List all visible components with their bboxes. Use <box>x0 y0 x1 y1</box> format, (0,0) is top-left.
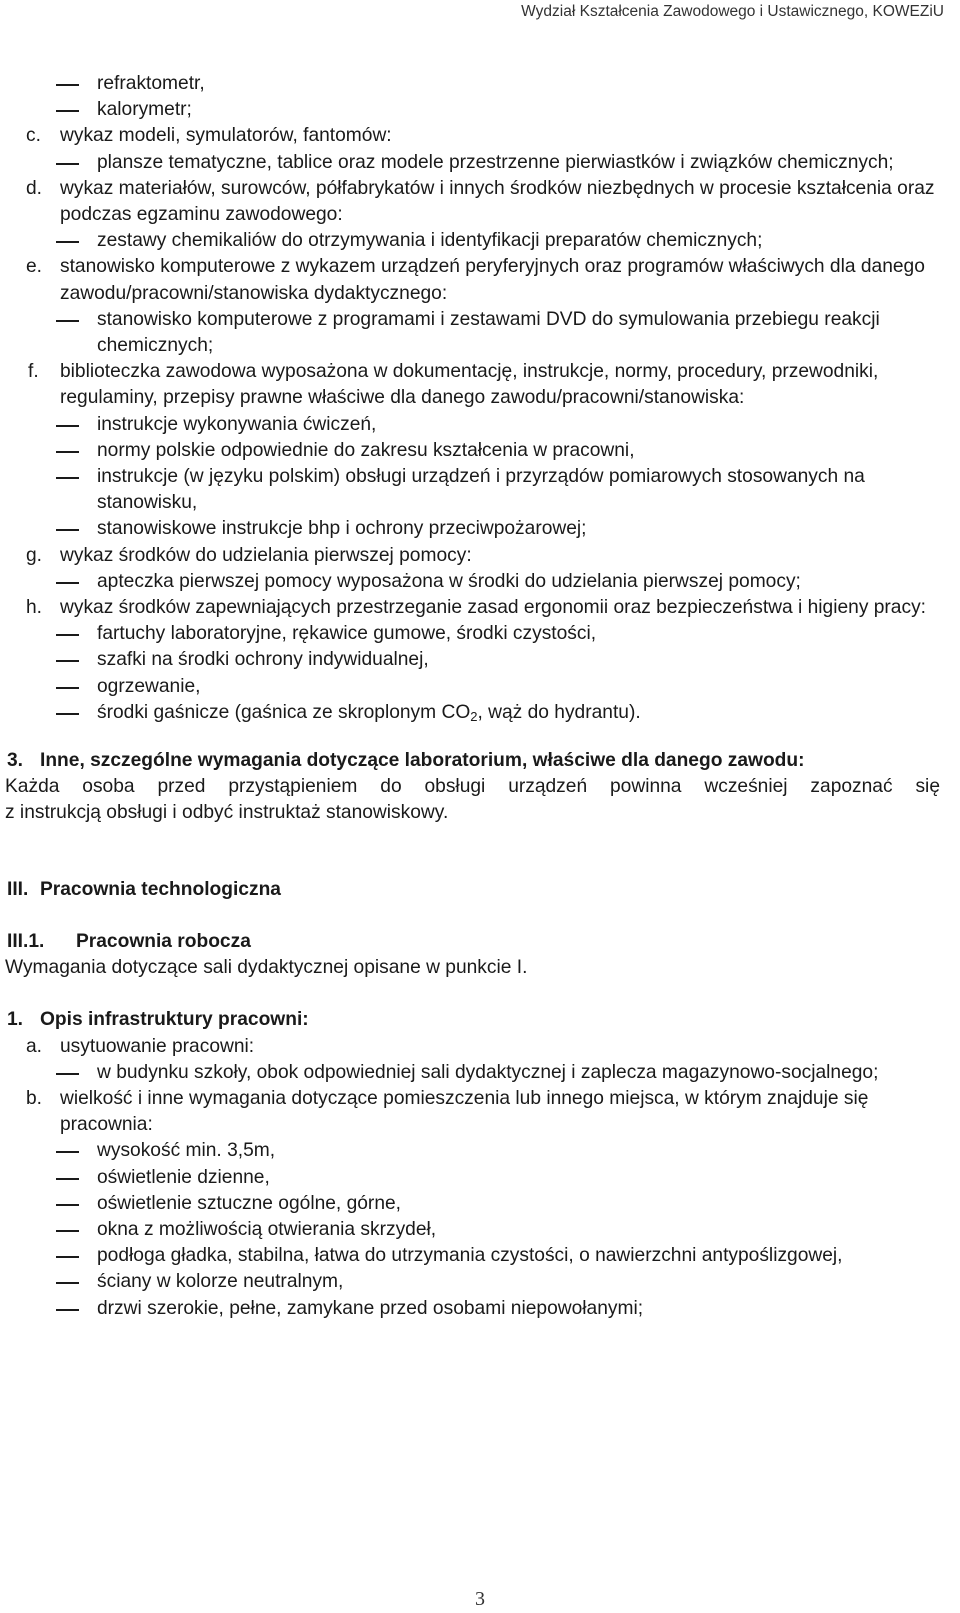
page-number: 3 <box>475 1588 485 1610</box>
list-item-text: instrukcje (w języku polskim) obsługi urządzeń i przyrządów pomiarowych stosowanych na stanowisku, <box>97 466 865 514</box>
section-heading-text: Inne, szczególne wymagania dotyczące laboratorium, właściwe dla danego zawodu: <box>40 750 805 772</box>
list-item <box>0 464 960 516</box>
list-item <box>0 621 960 647</box>
list-item-c <box>0 123 960 149</box>
dash-bullet <box>56 425 79 427</box>
list-item-text: wykaz środków do udzielania pierwszej pomocy: <box>60 544 472 566</box>
dash-bullet <box>56 1309 79 1311</box>
list-marker: g. <box>26 544 43 566</box>
dash-bullet <box>56 660 79 662</box>
list-item <box>0 1191 960 1217</box>
dash-bullet <box>56 529 79 531</box>
list-item-text: instrukcje wykonywania ćwiczeń, <box>97 413 377 435</box>
dash-bullet <box>56 1151 79 1153</box>
section-number: III. <box>7 878 29 900</box>
list-item <box>0 674 960 700</box>
list-item-text: ogrzewanie, <box>97 675 201 697</box>
list-item-text: wielkość i inne wymagania dotyczące pomieszczenia lub innego miejsca, w którym znajduje się pracownia: <box>60 1087 869 1136</box>
list-item-text: fartuchy laboratoryjne, rękawice gumowe, środki czystości, <box>97 623 597 645</box>
section-heading-text: Pracownia technologiczna <box>40 878 281 900</box>
text-before-subscript: środki gaśnicze (gaśnica ze skroplonym CO <box>97 701 471 723</box>
list-item <box>0 647 960 673</box>
list-item <box>0 569 960 595</box>
page-header: Wydział Kształcenia Zawodowego i Ustawicznego, KOWEZiU <box>521 3 944 20</box>
dash-bullet <box>56 1178 79 1180</box>
list-item <box>0 150 960 176</box>
dash-bullet <box>56 1204 79 1206</box>
dash-bullet <box>56 713 79 715</box>
list-item-text: oświetlenie sztuczne ogólne, górne, <box>97 1192 401 1214</box>
list-item-text: szafki na środki ochrony indywidualnej, <box>97 649 429 671</box>
list-item-d <box>0 176 960 228</box>
dash-bullet <box>56 241 79 243</box>
subscript: 2 <box>470 708 478 724</box>
section-heading-text: Opis infrastruktury pracowni: <box>40 1009 309 1031</box>
section-heading-III-1 <box>0 929 960 955</box>
list-marker: d. <box>26 177 43 199</box>
list-item-text: okna z możliwością otwierania skrzydeł, <box>97 1218 437 1240</box>
list-item-text: refraktometr, <box>97 73 205 94</box>
list-item-text: biblioteczka zawodowa wyposażona w dokumentację, instrukcje, normy, procedury, przewodniki, regulaminy, przepisy prawne właściwe dla danego zawodu/pracowni/stanowiska: <box>60 361 879 409</box>
list-item-h <box>0 595 960 621</box>
dash-bullet <box>56 84 79 86</box>
list-item-text: podłoga gładka, stabilna, łatwa do utrzymania czystości, o nawierzchni antypoślizgowej, <box>97 1245 843 1267</box>
list-item <box>0 1217 960 1243</box>
dash-bullet <box>56 477 79 479</box>
list-item-text: zestawy chemikaliów do otrzymywania i identyfikacji preparatów chemicznych; <box>97 230 763 252</box>
dash-bullet <box>56 687 79 689</box>
list-item-b <box>0 1086 960 1138</box>
list-item-text: apteczka pierwszej pomocy wyposażona w środki do udzielania pierwszej pomocy; <box>97 570 801 592</box>
list-item-text: wykaz środków zapewniających przestrzeganie zasad ergonomii oraz bezpieczeństwa i higieny pracy: <box>60 597 926 619</box>
dash-bullet <box>56 110 79 112</box>
dash-bullet <box>56 582 79 584</box>
list-item <box>0 1138 960 1164</box>
list-item <box>0 1269 960 1295</box>
list-marker: h. <box>26 597 43 619</box>
list-item-text: usytuowanie pracowni: <box>60 1035 255 1057</box>
section-number: 3. <box>7 750 24 772</box>
section-heading-3 <box>0 748 960 774</box>
list-item-text: ściany w kolorze neutralnym, <box>97 1271 344 1293</box>
paragraph-line: Każda osoba przed przystąpieniem do obsługi urządzeń powinna wcześniej zapoznać się <box>5 776 940 798</box>
dash-bullet <box>56 163 79 165</box>
list-item-g <box>0 543 960 569</box>
list-item-e <box>0 254 960 306</box>
list-item-f <box>0 359 960 411</box>
document-body <box>0 71 960 1322</box>
list-marker: e. <box>26 256 43 278</box>
list-item-text: w budynku szkoły, obok odpowiedniej sali dydaktycznej i zaplecza magazynowo-socjalnego; <box>97 1061 879 1083</box>
list-item-text: kalorymetr; <box>97 99 192 121</box>
list-item <box>0 516 960 542</box>
list-item-text: wykaz materiałów, surowców, półfabrykatów i innych środków niezbędnych w procesie kształcenia oraz podczas egzaminu zawodowego: <box>60 177 935 226</box>
list-item <box>0 412 960 438</box>
list-item-text <box>0 700 960 726</box>
list-item <box>0 71 960 97</box>
dash-bullet <box>56 320 79 322</box>
list-item <box>0 97 960 123</box>
dash-bullet <box>56 1256 79 1258</box>
section-heading-1 <box>0 1007 960 1033</box>
dash-bullet <box>56 1282 79 1284</box>
list-item <box>0 1296 960 1322</box>
list-marker: f. <box>28 361 39 383</box>
list-item-text: normy polskie odpowiednie do zakresu kształcenia w pracowni, <box>97 439 635 461</box>
list-item <box>0 700 960 726</box>
list-item-text: oświetlenie dzienne, <box>97 1166 270 1188</box>
list-item <box>0 1060 960 1086</box>
list-item-text: drzwi szerokie, pełne, zamykane przed osobami niepowołanymi; <box>97 1297 644 1319</box>
list-item <box>0 1165 960 1191</box>
list-item <box>0 307 960 359</box>
list-item <box>0 1243 960 1269</box>
dash-bullet <box>56 1073 79 1075</box>
section-heading-III <box>0 877 960 903</box>
list-item-text: stanowiskowe instrukcje bhp i ochrony przeciwpożarowej; <box>97 518 587 540</box>
list-item-a <box>0 1034 960 1060</box>
list-item <box>0 438 960 464</box>
list-item <box>0 228 960 254</box>
section-heading-text: Pracownia robocza <box>76 930 251 952</box>
list-item-text: stanowisko komputerowe z wykazem urządzeń peryferyjnych oraz programów właściwych dla danego zawodu/pracowni/stanowiska dydaktycznego: <box>60 256 925 304</box>
section-number: III.1. <box>7 930 45 952</box>
dash-bullet <box>56 451 79 453</box>
list-marker: b. <box>26 1087 43 1109</box>
list-marker: a. <box>26 1035 43 1057</box>
list-item-text: plansze tematyczne, tablice oraz modele przestrzenne pierwiastków i związków chemicznych; <box>97 151 894 173</box>
paragraph: Wymagania dotyczące sali dydaktycznej opisane w punkcie I. <box>5 957 528 979</box>
list-item-text: wykaz modeli, symulatorów, fantomów: <box>60 125 392 147</box>
list-marker: c. <box>26 125 41 147</box>
text-after-subscript: , wąż do hydrantu). <box>477 701 641 723</box>
dash-bullet <box>56 634 79 636</box>
section-number: 1. <box>7 1009 24 1031</box>
paragraph-line: z instrukcją obsługi i odbyć instruktaż stanowiskowy. <box>5 802 449 824</box>
dash-bullet <box>56 1230 79 1232</box>
list-item-text: stanowisko komputerowe z programami i zestawami DVD do symulowania przebiegu reakcji chemicznych; <box>97 308 880 357</box>
list-item-text: wysokość min. 3,5m, <box>97 1140 276 1162</box>
